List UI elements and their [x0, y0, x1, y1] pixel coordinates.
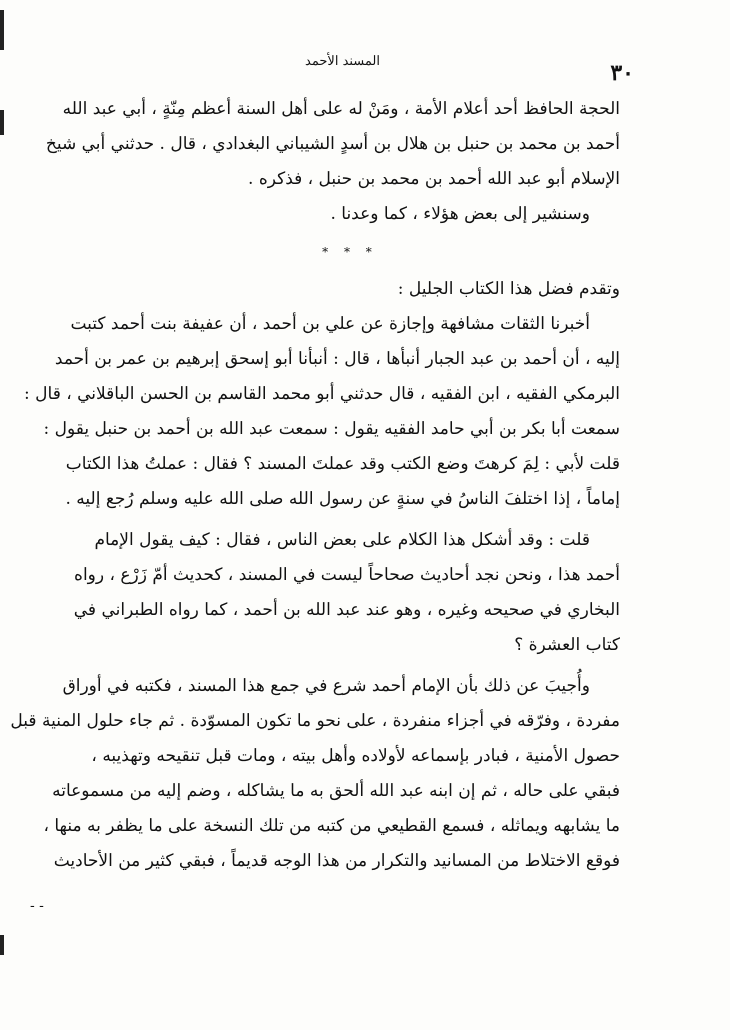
text-line: قلت : وقد أشكل هذا الكلام على بعض الناس ، فقال : كيف يقول الإمام: [94, 530, 590, 550]
paragraph-virtue: [24, 272, 620, 517]
text-line: مفردة ، وفرّقه في أجزاء منفردة ، على نحو ما تكون المسوّدة . ثم جاء حلول المنية قبل: [10, 711, 620, 731]
margin-mark: - -: [30, 898, 44, 914]
body-text: [10, 92, 620, 879]
text-line: البرمكي الفقيه ، ابن الفقيه ، قال حدثني أبو محمد القاسم بن الحسن الباقلاني ، قال :: [24, 384, 620, 404]
scan-edge-mark: [0, 110, 4, 135]
text-line: قلت لأبي : لِمَ كرهتَ وضع الكتب وقد عملتَ المسند ؟ فقال : عملتُ هذا الكتاب: [65, 454, 620, 474]
text-line: أحمد هذا ، ونحن نجد أحاديث صحاحاً ليست في المسند ، كحديث أمّ زَرْع ، رواه: [74, 565, 620, 585]
text-line: كتاب العشرة ؟: [514, 635, 620, 655]
text-line: فوقع الاختلاط من المسانيد والتكرار من هذا الوجه قديماً ، فبقي كثير من الأحاديث: [53, 851, 620, 871]
text-line: البخاري في صحيحه وغيره ، وهو عند عبد الله بن أحمد ، كما رواه الطبراني في: [73, 600, 620, 620]
text-line: أخبرنا الثقات مشافهة وإجازة عن علي بن أحمد ، أن عفيفة بنت أحمد كتبت: [70, 314, 590, 334]
text-line: سمعت أبا بكر بن أبي حامد الفقيه يقول : سمعت عبد الله بن أحمد بن حنبل يقول :: [43, 419, 620, 439]
paragraph-question: [73, 523, 620, 663]
text-line: وسنشير إلى بعض هؤلاء ، كما وعدنا .: [330, 204, 590, 224]
text-line: حصول الأمنية ، فبادر بإسماعه لأولاده وأهل بيته ، ومات قبل تنقيحه وتهذيبه ،: [91, 746, 620, 766]
text-line: ما يشابهه ويماثله ، فسمع القطيعي من كتبه من تلك النسخة على ما يظفر به منها ،: [43, 816, 620, 836]
section-separator: * * *: [322, 245, 378, 259]
paragraph-intro: [45, 92, 620, 232]
paragraph-answer: [10, 669, 620, 879]
scan-edge-mark: [0, 935, 4, 955]
running-title: المسند الأحمد: [305, 54, 380, 69]
text-line: الحجة الحافظ أحد أعلام الأمة ، ومَنْ له على أهل السنة أعظم مِنّةٍ ، أبي عبد الله: [62, 99, 620, 119]
text-line: فبقي على حاله ، ثم إن ابنه عبد الله ألحق به ما يشاكله ، وضم إليه من مسموعاته: [52, 781, 620, 801]
text-line: وأُجيبَ عن ذلك بأن الإمام أحمد شرع في جمع هذا المسند ، فكتبه في أوراق: [62, 676, 590, 696]
page-number: ٣٠: [610, 60, 634, 86]
section-heading: وتقدم فضل هذا الكتاب الجليل :: [397, 279, 620, 299]
text-line: الإسلام أبو عبد الله أحمد بن محمد بن حنبل ، فذكره .: [248, 169, 620, 189]
scan-edge-mark: [0, 10, 4, 50]
text-line: إليه ، أن أحمد بن عبد الجبار أنبأها ، قال : أنبأنا أبو إسحق إبرهيم بن عمر بن أحمد: [54, 349, 620, 369]
text-line: أحمد بن محمد بن حنبل بن هلال بن أسدٍ الشيباني البغدادي ، قال . حدثني أبي شيخ: [45, 134, 620, 154]
text-line: إماماً ، إذا اختلفَ الناسُ في سنةٍ عن رسول الله صلى الله عليه وسلم رُجع إليه .: [65, 489, 620, 509]
page-header: [40, 52, 634, 92]
